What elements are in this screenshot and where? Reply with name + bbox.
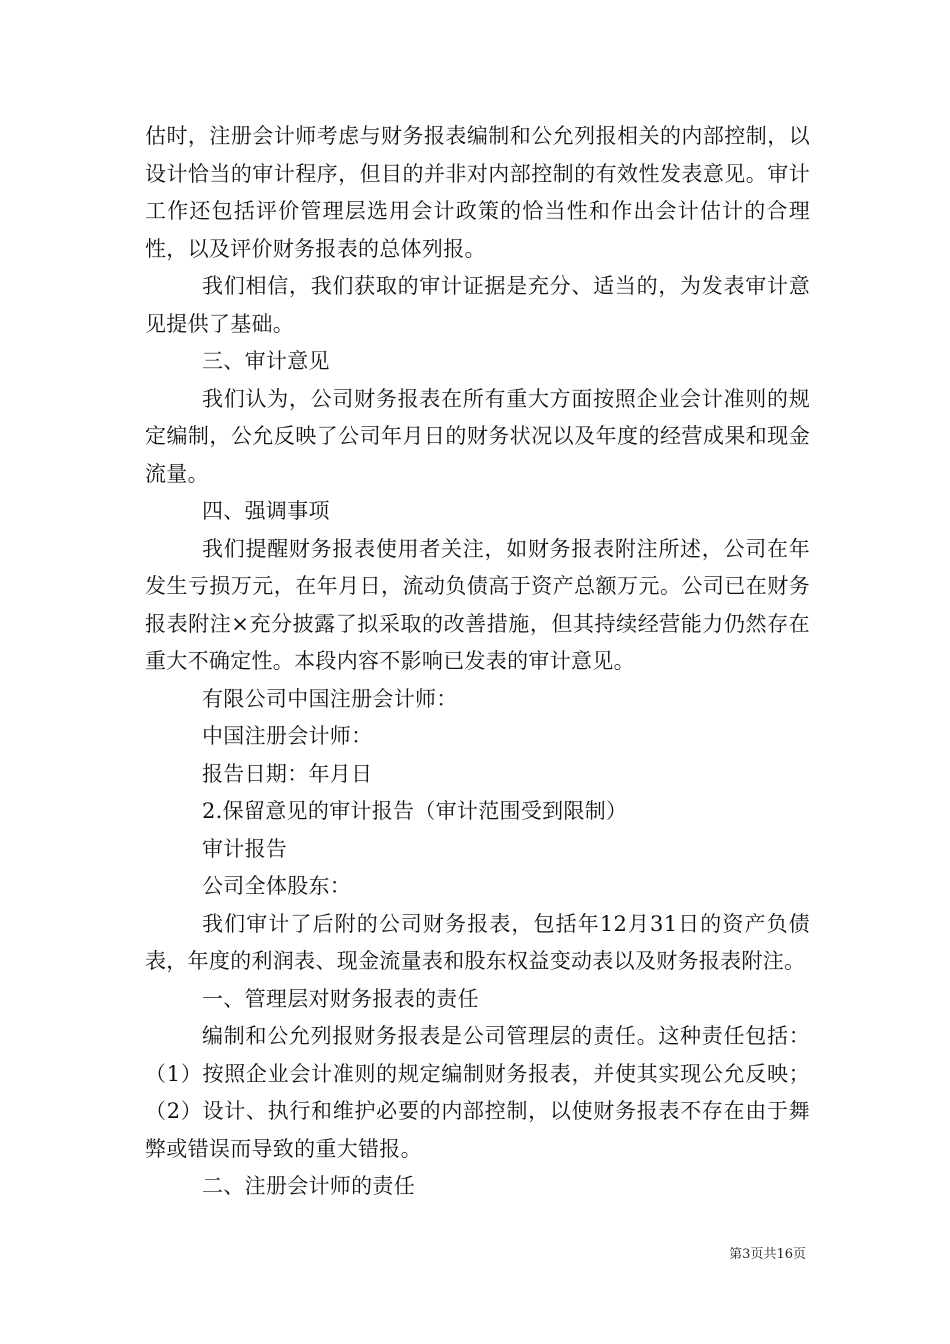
section-title-qualified-opinion: 2.保留意见的审计报告（审计范围受到限制）	[202, 799, 628, 823]
paragraph-audit-evidence: 我们相信，我们获取的审计证据是充分、适当的，为发表审计意见提供了基础。	[145, 274, 810, 336]
signature-firm: 有限公司中国注册会计师：	[202, 686, 458, 711]
document-body	[145, 118, 810, 1206]
paragraph-audit-opinion: 我们认为，公司财务报表在所有重大方面按照企业会计准则的规定编制，公允反映了公司年月日的财务状况以及年度的经营成果和现金流量。	[145, 386, 810, 486]
paragraph-management-responsibility: 编制和公允列报财务报表是公司管理层的责任。这种责任包括：（1）按照企业会计准则的规定编制财务报表，并使其实现公允反映；（2）设计、执行和维护必要的内部控制，以使财务报表不存在由于舞弊或错误而导致的重大错报。	[145, 1024, 810, 1161]
paragraph-emphasis: 我们提醒财务报表使用者关注，如财务报表附注所述，公司在年发生亏损万元，在年月日，流动负债高于资产总额万元。公司已在财务报表附注×充分披露了拟采取的改善措施，但其持续经营能力仍然存在重大不确定性。本段内容不影响已发表的审计意见。	[145, 536, 810, 673]
report-title: 审计报告	[202, 836, 288, 861]
section-heading-emphasis: 四、强调事项	[202, 499, 330, 523]
report-date: 报告日期：年月日	[202, 761, 373, 786]
section-heading-cpa-responsibility: 二、注册会计师的责任	[202, 1174, 415, 1198]
page-number-footer: 第3页共16页	[729, 1247, 806, 1262]
section-heading-management-responsibility: 一、管理层对财务报表的责任	[202, 986, 479, 1011]
paragraph-audit-work: 估时，注册会计师考虑与财务报表编制和公允列报相关的内部控制，以设计恰当的审计程序，但目的并非对内部控制的有效性发表意见。审计工作还包括评价管理层选用会计政策的恰当性和作出会计估计的合理性，以及评价财务报表的总体列报。	[145, 124, 810, 261]
signature-cpa: 中国注册会计师：	[202, 724, 373, 748]
addressee: 公司全体股东：	[202, 874, 352, 898]
paragraph-audit-scope: 我们审计了后附的公司财务报表，包括年12月31日的资产负债表，年度的利润表、现金流量表和股东权益变动表以及财务报表附注。	[145, 911, 810, 973]
section-heading-audit-opinion: 三、审计意见	[202, 349, 330, 373]
